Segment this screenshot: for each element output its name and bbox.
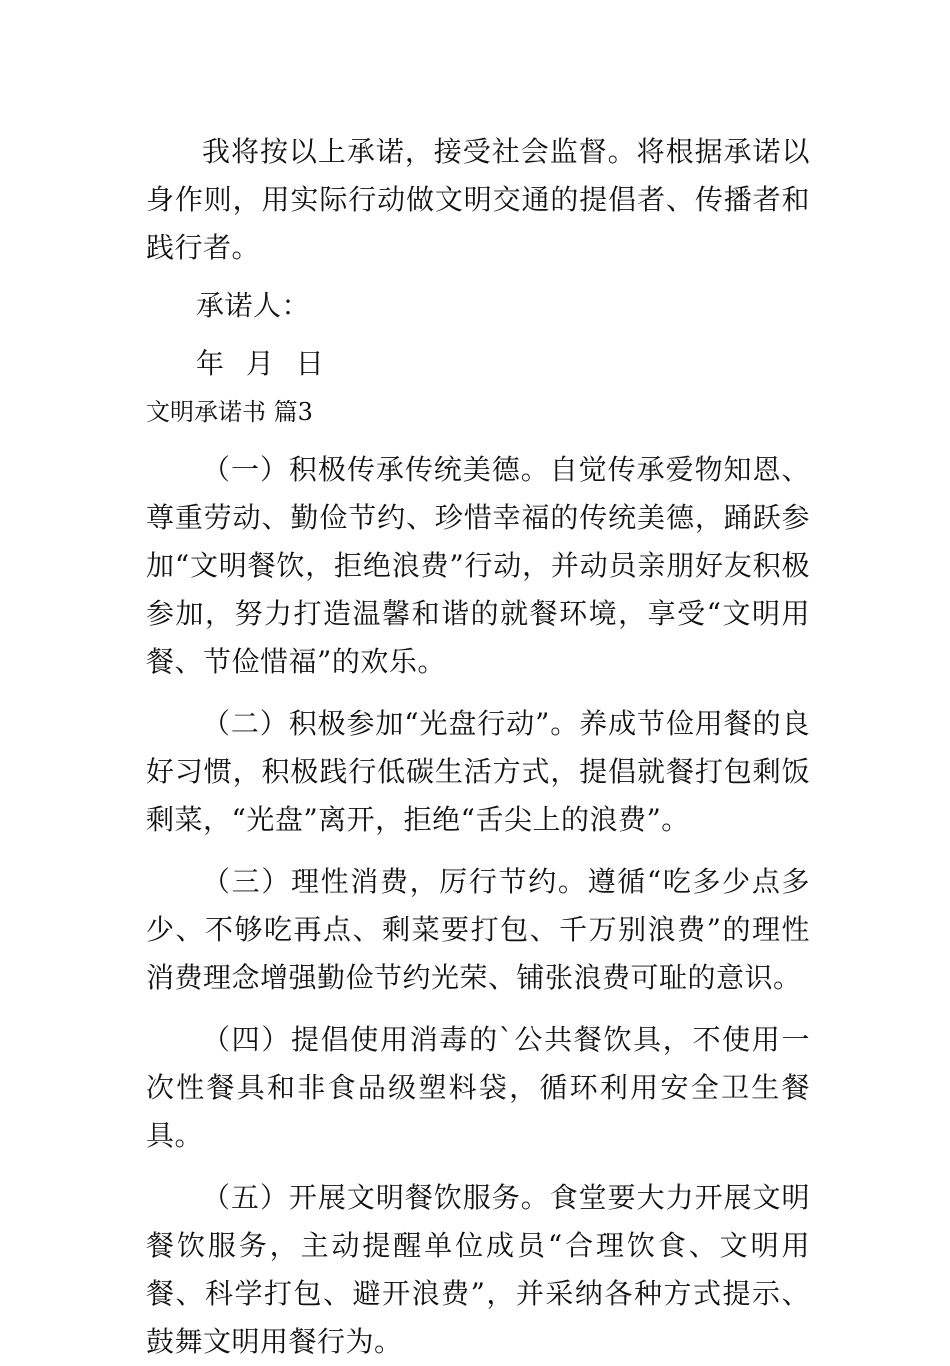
- commitment-item-5: （五）开展文明餐饮服务。食堂要大力开展文明餐饮服务，主动提醒单位成员“合理饮食、文明用餐、科学打包、避开浪费”，并采纳各种方式提示、鼓舞文明用餐行为。: [146, 1181, 810, 1358]
- section-heading: 文明承诺书 篇3: [146, 398, 313, 426]
- document-body: [146, 128, 810, 1366]
- date-line: 年 月 日: [196, 347, 325, 380]
- commitment-item-3: （三）理性消费，厉行节约。遵循“吃多少点多少、不够吃再点、剩菜要打包、千万别浪费”的理性消费理念增强勤俭节约光荣、铺张浪费可耻的意识。: [146, 865, 810, 994]
- intro-paragraph: 我将按以上承诺，接受社会监督。将根据承诺以身作则，用实际行动做文明交通的提倡者、传播者和践行者。: [146, 135, 810, 264]
- signature-label: 承诺人：: [196, 289, 311, 322]
- commitment-item-2: （二）积极参加“光盘行动”。养成节俭用餐的良好习惯，积极践行低碳生活方式，提倡就餐打包剩饭剩菜，“光盘”离开，拒绝“舌尖上的浪费”。: [146, 707, 810, 836]
- commitment-item-1: （一）积极传承传统美德。自觉传承爱物知恩、尊重劳动、勤俭节约、珍惜幸福的传统美德，踊跃参加“文明餐饮，拒绝浪费”行动，并动员亲朋好友积极参加，努力打造温馨和谐的就餐环境，享受“文明用餐、节俭惜福”的欢乐。: [146, 453, 810, 678]
- commitment-item-4: （四）提倡使用消毒的`公共餐饮具，不使用一次性餐具和非食品级塑料袋，循环利用安全卫生餐具。: [146, 1023, 810, 1152]
